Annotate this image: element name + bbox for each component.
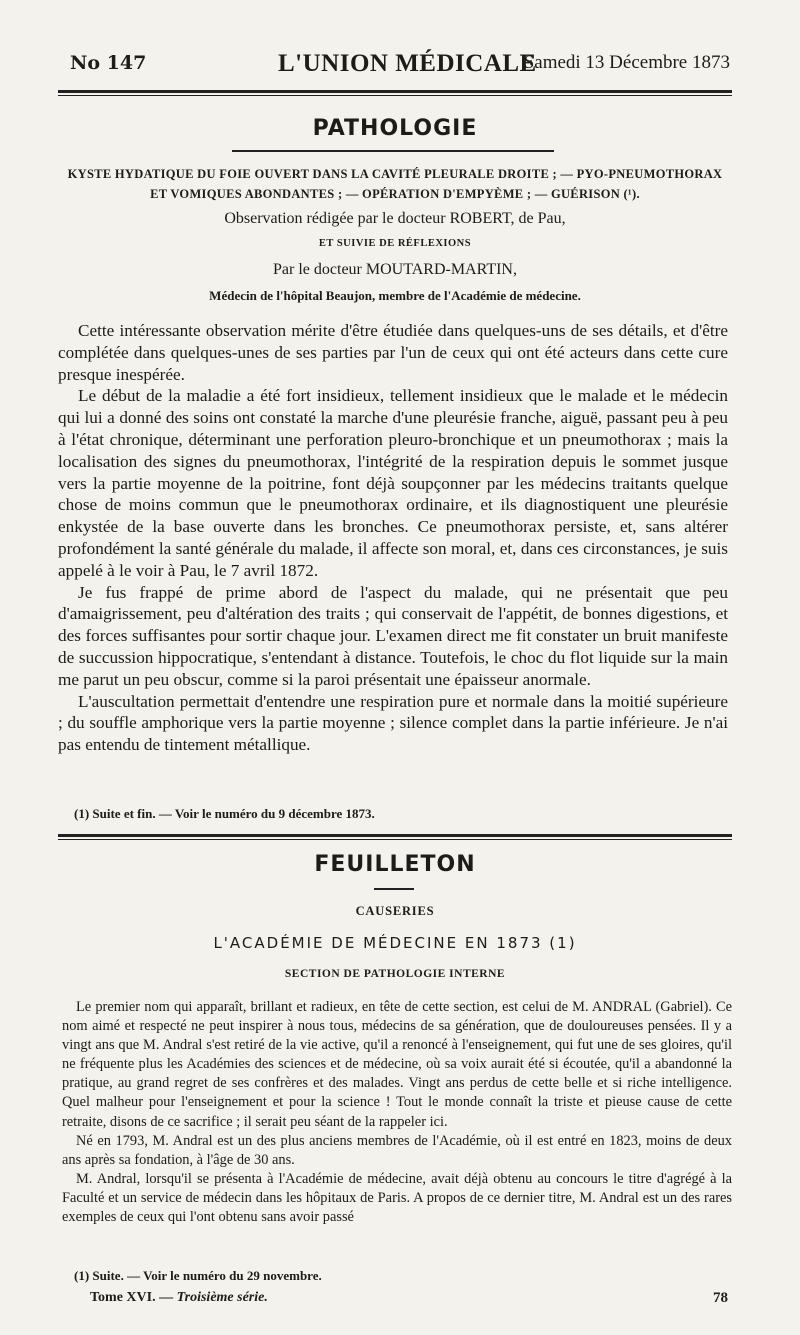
feuilleton-divider (374, 888, 414, 890)
feuilleton-subheading: SECTION DE PATHOLOGIE INTERNE (284, 968, 506, 980)
page-footer-volume (90, 1290, 268, 1306)
article-byline-affiliation: Médecin de l'hôpital Beaujon, membre de l'Académie de médecine. (209, 288, 581, 303)
feuilleton-footnote: (1) Suite. — Voir le numéro du 29 novembre. (74, 1268, 322, 1283)
paragraph: M. Andral, lorsqu'il se présenta à l'Académie de médecine, avait déjà obtenu au concours le titre d'agrégé à la Faculté et un service de médecin dans les hôpitaux de Paris. A propos de ce dernier titre, M. Andral est un des rares exemples de ceux qui l'ont obtenu sans avoir passé (62, 1170, 732, 1226)
paragraph: Je fus frappé de prime abord de l'aspect du malade, qui ne présentait que peu d'amaigrissement, peu d'altération des traits ; qui conservait de l'appétit, de bonnes digestions, et des forces suffisantes pour sortir chaque jour. L'examen direct me fit constater un bruit manifeste de succussion hippocratique, s'entendant à distance. Toutefois, le choc du flot liquide sur la main me parut un peu obscur, comme si la paroi présentait une épaisseur anormale. (58, 582, 728, 689)
paragraph: Le premier nom qui apparaît, brillant et radieux, en tête de cette section, est celui de M. ANDRAL (Gabriel). Ce nom aimé et respecté ne peut inspirer à nous tous, médecins de sa génération, que de douloureuses pensées. Il y a vingt ans que M. Andral s'est retiré de la vie active, qu'il a renoncé à l'enseignement, qui fut une de ses gloires, qu'il ne fréquente plus les Académies des sciences et de médecine, où sa voix aurait été si écoutée, qu'il a abandonné la pratique, au grand regret de ses confrères et des malades. Vingt ans perdus de cette belle et si riche intelligence. Quel malheur pour l'enseignement et pour la science ! Tout le monde connaît la triste et pieuse cause de cette retraite, disons de ce sacrifice ; il serait peu séant de la rappeler ici. (62, 999, 732, 1130)
issue-number: No 147 (70, 52, 147, 74)
header-rule (58, 90, 732, 93)
paragraph: L'auscultation permettait d'entendre une respiration pure et normale dans la moitié supérieure ; du souffle amphorique vers la partie moyenne ; silence complet dans la partie inférieure. Je n'ai pas entendu de tintement métallique. (58, 691, 728, 755)
article-footnote: (1) Suite et fin. — Voir le numéro du 9 décembre 1873. (74, 806, 375, 821)
section-title-pathology: PATHOLOGIE (312, 116, 478, 141)
volume-label: Tome XVI. — (90, 1290, 174, 1305)
journal-title: L'UNION MÉDICALE (278, 50, 537, 77)
article-title: KYSTE HYDATIQUE DU FOIE OUVERT DANS LA CAVITÉ PLEURALE DROITE ; — PYO-PNEUMOTHORAX ET VOMIQUES ABONDANTES ; — OPÉRATION D'EMPYÈME ; — GUÉRISON (¹). (67, 167, 723, 201)
page-header (70, 46, 730, 82)
feuilleton-body (62, 998, 732, 1227)
paragraph: Le début de la maladie a été fort insidieux, tellement insidieux que le malade et le médecin qui lui a donné des soins ont constaté la marche d'une pleurésie franche, aiguë, passant peu à peu à l'état chronique, déterminant une perforation pleuro-bronchique et un pneumothorax ; mais la localisation des signes du pneumothorax, l'intégrité de la respiration depuis le sommet jusque vers la partie moyenne de la poitrine, font déjà soupçonner par les médecins traitants quelque chose de moins commun que le pneumothorax ordinaire, et ils diagnostiquent une pleurésie enkystée de la base ouverte dans les bronches. Ce pneumothorax persiste, et, sans altérer profondément la santé générale du malade, il affecte son moral, et, dans ces circonstances, je suis appelé à le voir à Pau, le 7 avril 1872. (58, 386, 728, 580)
article-body (58, 320, 728, 756)
issue-date: Samedi 13 Décembre 1873 (523, 52, 730, 73)
paragraph: Cette intéressante observation mérite d'être étudiée dans quelques-uns de ses détails, et d'être complétée dans quelques-unes de ses parties par l'un de ceux qui ont été acteurs dans cette cure presque inespérée. (58, 321, 728, 384)
series-label: Troisième série. (176, 1290, 268, 1305)
paragraph: Né en 1793, M. Andral est un des plus anciens membres de l'Académie, où il est entré en 1823, moins de deux ans après sa fondation, à l'âge de 30 ans. (62, 1132, 732, 1168)
article-byline-author: Observation rédigée par le docteur ROBERT, de Pau, (224, 210, 566, 227)
section-title-feuilleton: FEUILLETON (314, 852, 476, 877)
feuilleton-rule (58, 834, 732, 837)
causeries-label: CAUSERIES (355, 904, 435, 918)
page-number: 78 (713, 1290, 728, 1306)
article-byline-note: ET SUIVIE DE RÉFLEXIONS (318, 238, 472, 249)
article-byline-commentator: Par le docteur MOUTARD-MARTIN, (273, 261, 517, 278)
feuilleton-heading: L'ACADÉMIE DE MÉDECINE EN 1873 (1) (213, 934, 577, 952)
section-title-rule (232, 150, 554, 152)
